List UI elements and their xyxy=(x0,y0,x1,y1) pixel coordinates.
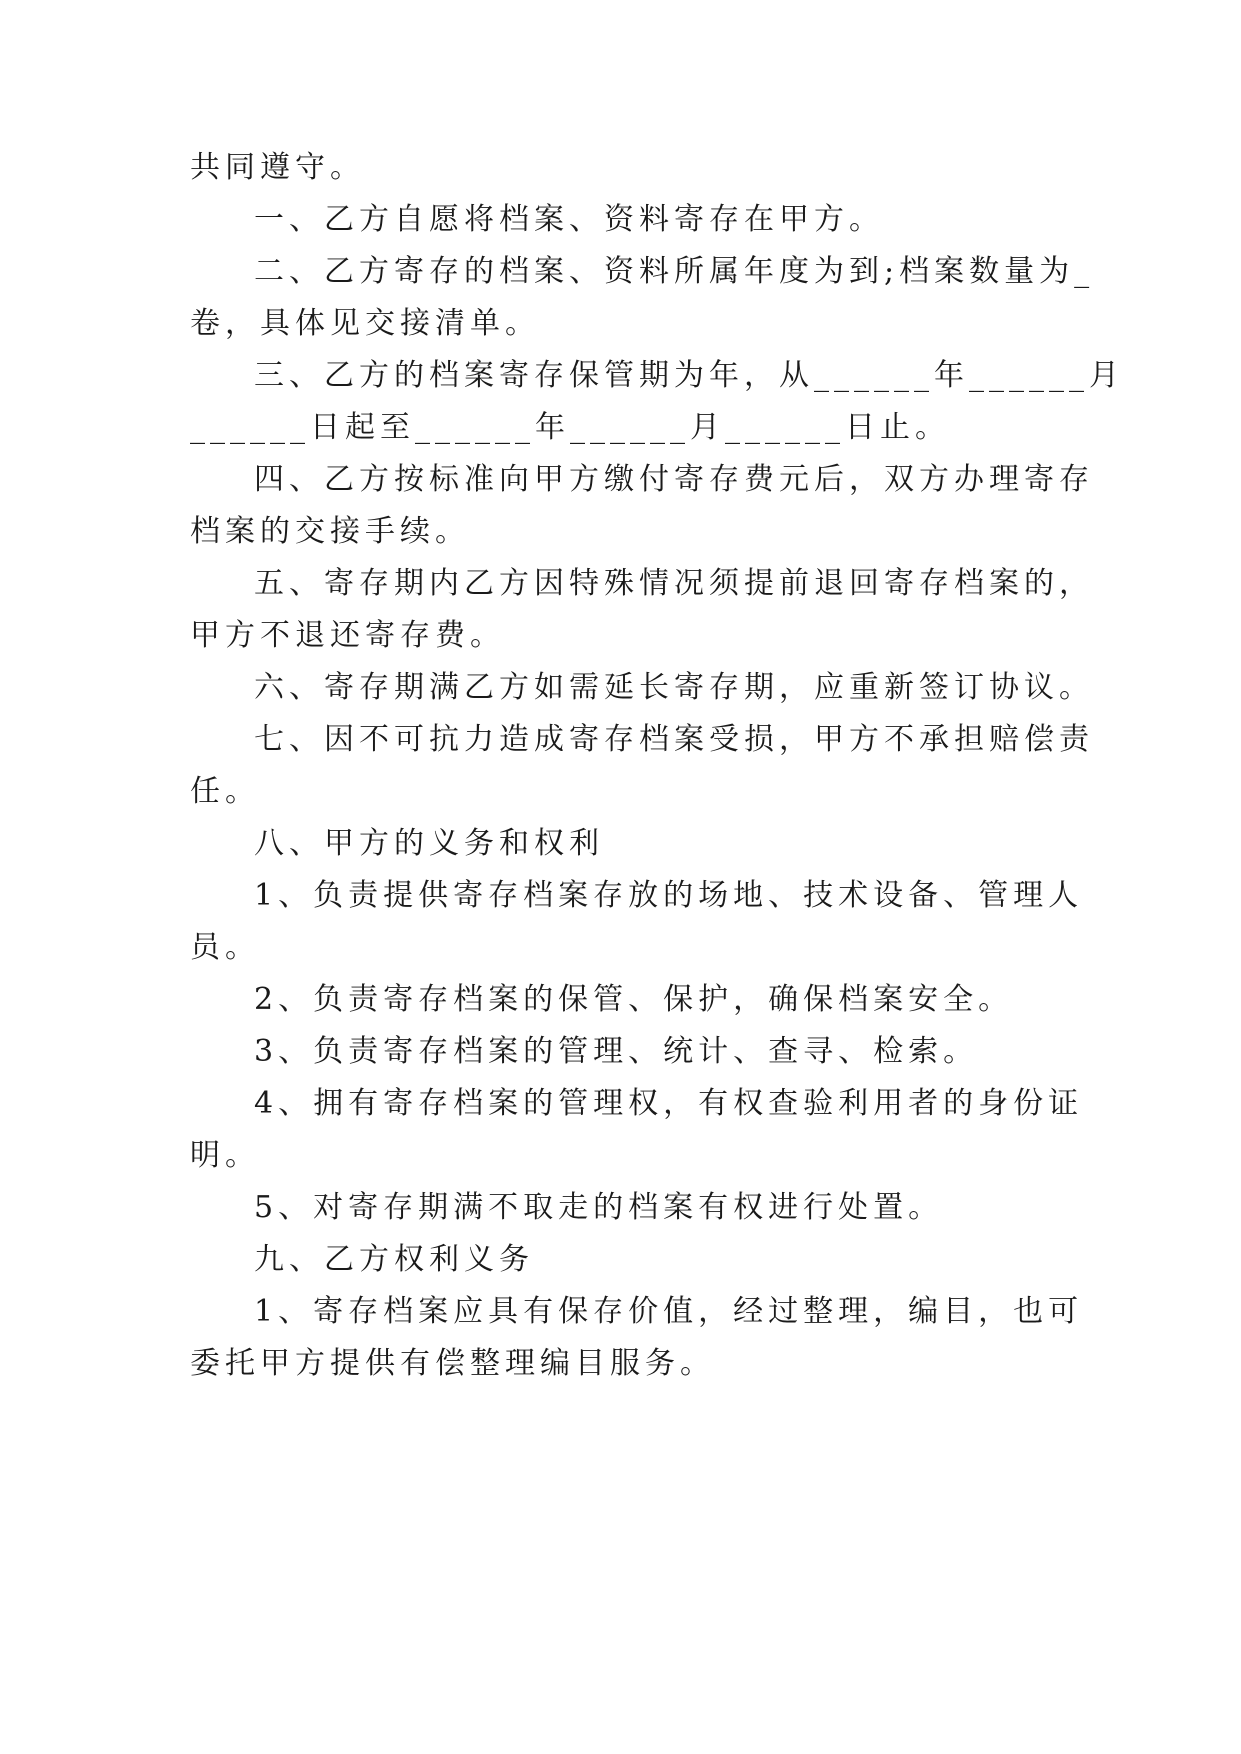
paragraph-line: 2、负责寄存档案的保管、保护，确保档案安全。 xyxy=(254,982,1014,1017)
section-heading: 九、乙方权利义务 xyxy=(254,1242,534,1277)
paragraph-line: 一、乙方自愿将档案、资料寄存在甲方。 xyxy=(254,202,884,237)
paragraph-line: 档案的交接手续。 xyxy=(190,514,470,549)
paragraph-line: 二、乙方寄存的档案、资料所属年度为到;档案数量为_ xyxy=(254,254,1095,289)
paragraph-line: 六、寄存期满乙方如需延长寄存期，应重新签订协议。 xyxy=(254,670,1094,705)
paragraph-line: 员。 xyxy=(190,930,260,965)
section-heading: 八、甲方的义务和权利 xyxy=(254,826,604,861)
paragraph-line: ______日起至______年______月______日止。 xyxy=(190,410,950,445)
paragraph-line: 3、负责寄存档案的管理、统计、查寻、检索。 xyxy=(254,1034,979,1069)
paragraph-line: 委托甲方提供有偿整理编目服务。 xyxy=(190,1346,715,1381)
paragraph-line: 1、寄存档案应具有保存价值，经过整理，编目，也可 xyxy=(254,1294,1084,1329)
paragraph-line: 4、拥有寄存档案的管理权，有权查验利用者的身份证 xyxy=(254,1086,1084,1121)
paragraph-line: 甲方不退还寄存费。 xyxy=(190,618,505,653)
paragraph-line: 1、负责提供寄存档案存放的场地、技术设备、管理人 xyxy=(254,878,1084,913)
paragraph-line: 明。 xyxy=(190,1138,260,1173)
paragraph-line: 任。 xyxy=(190,774,260,809)
paragraph-line: 卷，具体见交接清单。 xyxy=(190,306,540,341)
paragraph-line: 四、乙方按标准向甲方缴付寄存费元后，双方办理寄存 xyxy=(254,462,1094,497)
paragraph-line: 五、寄存期内乙方因特殊情况须提前退回寄存档案的， xyxy=(254,566,1094,601)
paragraph-line: 5、对寄存期满不取走的档案有权进行处置。 xyxy=(254,1190,944,1225)
paragraph-line: 三、乙方的档案寄存保管期为年，从______年______月 xyxy=(254,358,1124,393)
paragraph-line: 七、因不可抗力造成寄存档案受损，甲方不承担赔偿责 xyxy=(254,722,1094,757)
paragraph-line: 共同遵守。 xyxy=(190,150,365,185)
